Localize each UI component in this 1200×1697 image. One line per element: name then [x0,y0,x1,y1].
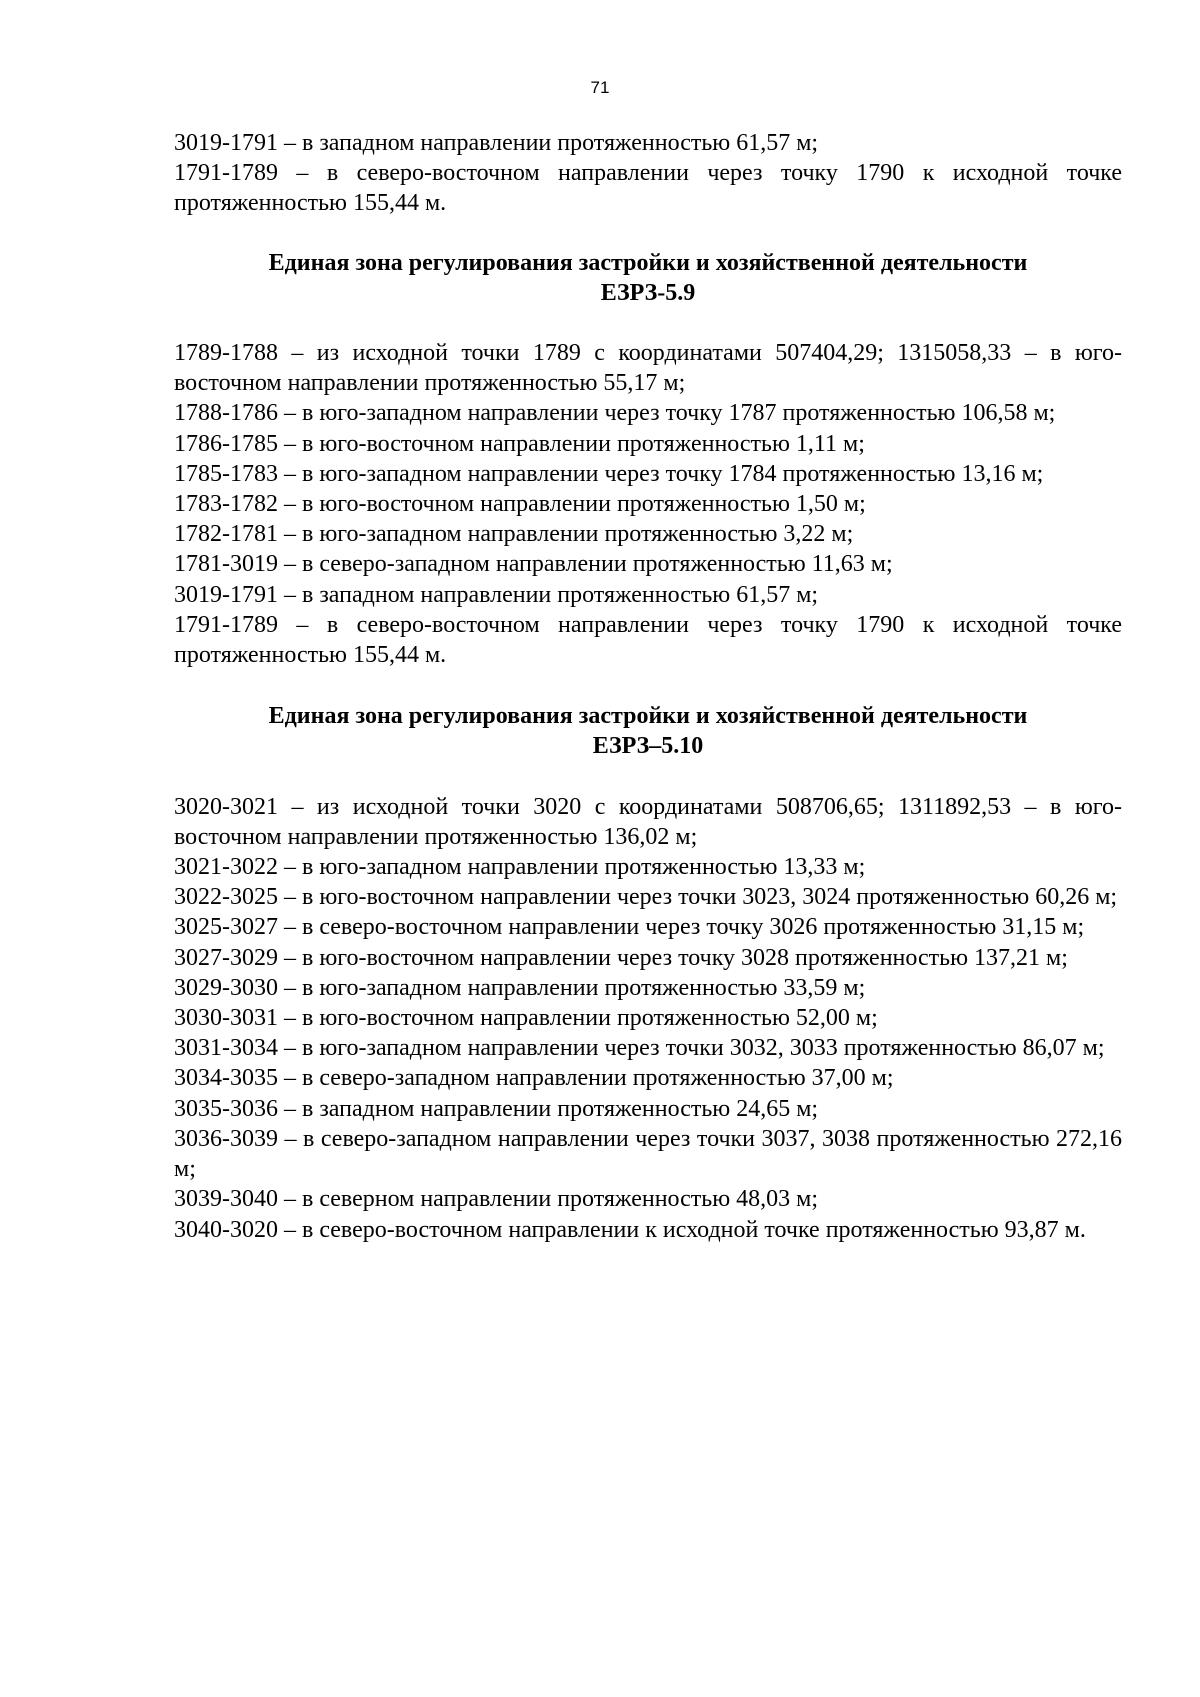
boundary-segment: 1783-1782 – в юго-восточном направлении протяженностью 1,50 м; [174,491,866,518]
boundary-segment: 1781-3019 – в северо-западном направлении протяженностью 11,63 м; [174,551,893,578]
boundary-segment: 3035-3036 – в западном направлении протяженностью 24,65 м; [174,1095,819,1122]
boundary-segment: 3020-3021 – из исходной точки 3020 с координатами 508706,65; 1311892,53 – в юго-восточном направлении протяженностью 136,02 м; [174,793,1122,850]
boundary-segment: 1786-1785 – в юго-восточном направлении протяженностью 1,11 м; [174,430,865,457]
boundary-segment: 1788-1786 – в юго-западном направлении через точку 1787 протяженностью 106,58 м; [174,400,1056,427]
zone-heading-title: Единая зона регулирования застройки и хозяйственной деятельности [268,703,1028,730]
boundary-segment: 3040-3020 – в северо-восточном направлении к исходной точке протяженностью 93,87 м. [174,1216,1086,1243]
boundary-segment: 1791-1789 – в северо-восточном направлении через точку 1790 к исходной точке протяженностью 155,44 м. [174,160,1122,217]
boundary-segment: 1791-1789 – в северо-восточном направлении через точку 1790 к исходной точке протяженностью 155,44 м. [174,611,1122,669]
boundary-segment: 3036-3039 – в северо-западном направлении через точки 3037, 3038 протяженностью 272,16 м; [174,1125,1122,1183]
boundary-segment: 1782-1781 – в юго-западном направлении протяженностью 3,22 м; [174,521,854,548]
boundary-segment: 1789-1788 – из исходной точки 1789 с координатами 507404,29; 1315058,33 – в юго-восточном направлении протяженностью 55,17 м; [174,340,1122,397]
boundary-segment: 3021-3022 – в юго-западном направлении протяженностью 13,33 м; [174,854,866,881]
boundary-segment: 3019-1791 – в западном направлении протяженностью 61,57 м; [174,130,819,156]
boundary-segment: 3019-1791 – в западном направлении протяженностью 61,57 м; [174,581,819,608]
zone-section-ezrz-5-10 [174,701,1122,1244]
document-body [174,128,1122,1245]
boundary-segment: 3029-3030 – в юго-западном направлении протяженностью 33,59 м; [174,974,866,1001]
zone-heading-title: Единая зона регулирования застройки и хозяйственной деятельности [268,249,1028,276]
zone-heading-code: ЕЗРЗ–5.10 [592,733,704,760]
page-number: 71 [590,78,610,97]
zone-heading-code: ЕЗРЗ-5.9 [600,279,696,306]
boundary-segment: 3027-3029 – в юго-восточном направлении через точку 3028 протяженностью 137,21 м; [174,944,1068,971]
boundary-segment: 1785-1783 – в юго-западном направлении через точку 1784 протяженностью 13,16 м; [174,460,1044,487]
zone-section-ezrz-5-9 [174,248,1122,671]
boundary-segment: 3031-3034 – в юго-западном направлении через точки 3032, 3033 протяженностью 86,07 м; [174,1035,1105,1062]
boundary-segment: 3034-3035 – в северо-западном направлении протяженностью 37,00 м; [174,1065,894,1092]
boundary-segment: 3030-3031 – в юго-восточном направлении протяженностью 52,00 м; [174,1005,878,1032]
boundary-segment: 3025-3027 – в северо-восточном направлении через точку 3026 протяженностью 31,15 м; [174,914,1085,941]
boundary-segment: 3039-3040 – в северном направлении протяженностью 48,03 м; [174,1186,819,1213]
boundary-segment: 3022-3025 – в юго-восточном направлении через точки 3023, 3024 протяженностью 60,26 м; [174,884,1118,911]
